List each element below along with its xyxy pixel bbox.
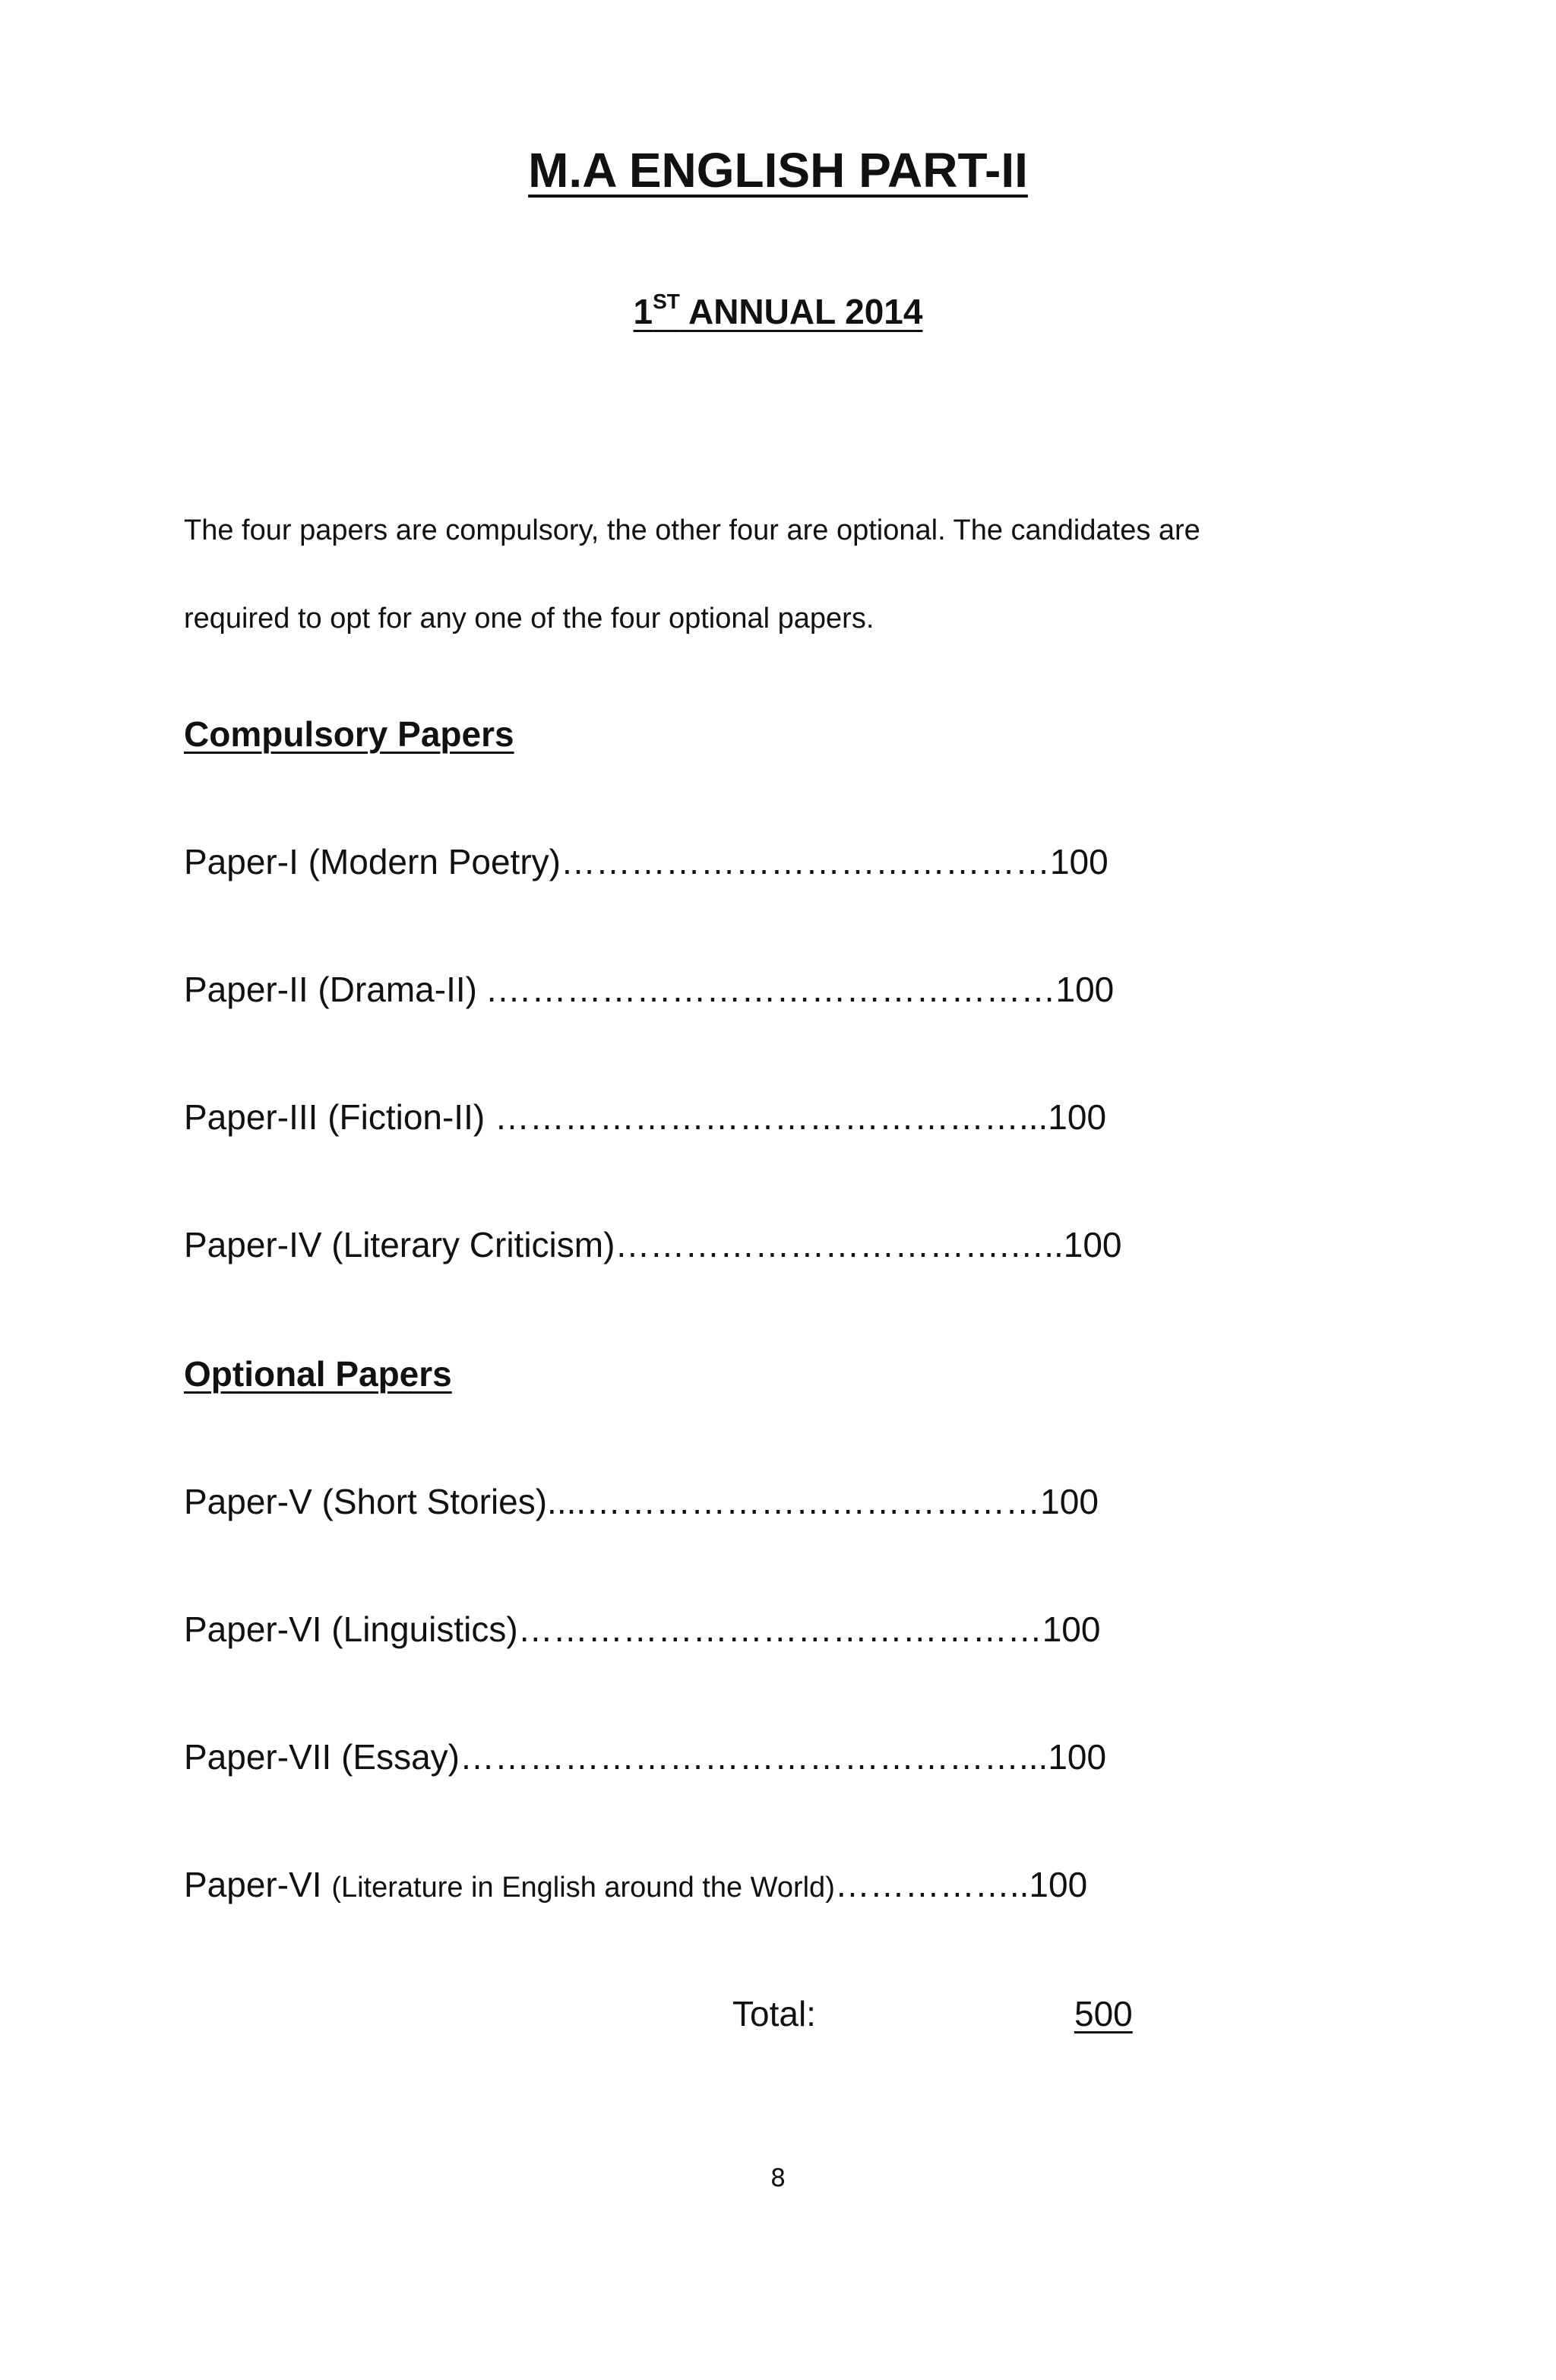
- document-title: M.A ENGLISH PART-II: [528, 143, 1028, 198]
- subtitle-text: ANNUAL 2014: [679, 292, 923, 331]
- intro-line-1: The four papers are compulsory, the other four are optional. The candidates are: [184, 514, 1200, 546]
- total-label: Total:: [732, 1994, 816, 2033]
- optional-paper-row: [184, 1863, 1087, 1909]
- compulsory-paper-row: Paper-I (Modern Poetry)……………………………………100: [184, 842, 1108, 881]
- document-subtitle: [0, 289, 1556, 334]
- total-value: 500: [1074, 1994, 1133, 2033]
- optional-paper-row: Paper-V (Short Stories)....…………………………………100: [184, 1482, 1099, 1521]
- page-number: 8: [770, 2163, 786, 2192]
- intro-line-2: required to opt for any one of the four optional papers.: [184, 603, 874, 635]
- compulsory-papers-heading: Compulsory Papers: [184, 714, 514, 754]
- optional-paper-label-main: Paper-VI: [184, 1865, 332, 1904]
- subtitle-ordinal: 1: [633, 292, 653, 331]
- optional-paper-row: Paper-VI (Linguistics)………………………………………100: [184, 1609, 1101, 1649]
- subtitle-superscript: ST: [653, 290, 680, 313]
- compulsory-paper-row: Paper-IV (Literary Criticism)…………………………….…..100: [184, 1225, 1122, 1264]
- optional-paper-label-tail: ……………..100: [834, 1865, 1088, 1904]
- optional-papers-heading: Optional Papers: [184, 1354, 452, 1394]
- optional-paper-row: Paper-VII (Essay)…………………………………………...100: [184, 1737, 1107, 1777]
- compulsory-paper-row: Paper-III (Fiction-II) ………………………………………...100: [184, 1097, 1107, 1137]
- compulsory-paper-row: Paper-II (Drama-II) .…………………………………………100: [184, 970, 1115, 1009]
- optional-paper-label-small: (Literature in English around the World): [331, 1872, 835, 1904]
